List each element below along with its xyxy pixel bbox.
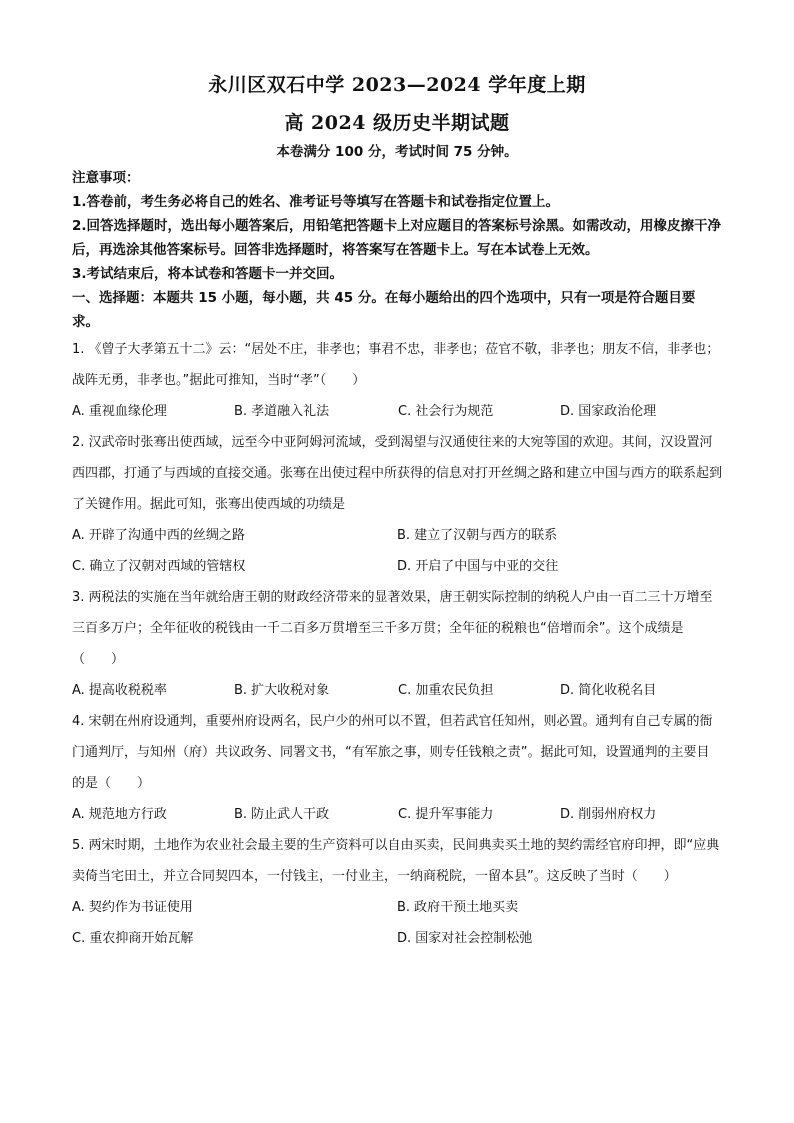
note-item-1: 1.答卷前，考生务必将自己的姓名、准考证号等填写在答题卡和试卷指定位置上。	[72, 194, 560, 210]
option-d: D. 简化收税名目	[560, 683, 657, 698]
note-item-3: 3.考试结束后，将本试卷和答题卡一并交回。	[72, 266, 344, 282]
option-c: C. 社会行为规范	[398, 404, 494, 419]
option-a: A. 契约作为书证使用	[72, 900, 193, 915]
option-b: B. 政府干预土地买卖	[397, 900, 519, 915]
option-list	[72, 892, 722, 954]
option-a: A. 提高收税税率	[72, 683, 167, 698]
question-3	[72, 582, 722, 706]
option-c: C. 确立了汉朝对西域的管辖权	[72, 559, 246, 574]
exam-title-line2: 高 2024 级历史半期试题	[284, 112, 510, 134]
note-item-2: 2.回答选择题时，选出每小题答案后，用铅笔把答题卡上对应题目的答案标号涂黑。如需改动，用橡皮擦干净后，再选涂其他答案标号。回答非选择题时，将答案写在答题卡上。写在本试卷上无效。	[72, 218, 722, 258]
question-stem: 2. 汉武帝时张骞出使西域，远至今中亚阿姆河流域，受到渴望与汉通使往来的大宛等国的欢迎。其间，汉设置河西四郡，打通了与西域的直接交通。张骞在出使过程中所获得的信息对打开丝绸之路和建立中国与西方的联系起到了关键作用。据此可知，张骞出使西域的功绩是	[72, 435, 723, 512]
option-d: D. 削弱州府权力	[560, 807, 657, 822]
option-c: C. 重农抑商开始瓦解	[72, 931, 194, 946]
option-b: B. 扩大收税对象	[234, 683, 330, 698]
option-a: A. 规范地方行政	[72, 807, 167, 822]
option-d: D. 国家对社会控制松弛	[397, 931, 533, 946]
exam-title-line1: 永川区双石中学 2023—2024 学年度上期	[208, 74, 586, 96]
exam-subtitle: 本卷满分 100 分，考试时间 75 分钟。	[276, 144, 518, 160]
question-stem: 1. 《曾子大孝第五十二》云：“居处不庄，非孝也；事君不忠，非孝也；莅官不敬，非孝也；朋友不信，非孝也；战阵无勇，非孝也。”据此可推知，当时“孝”（ ）	[72, 342, 720, 388]
option-list	[72, 520, 722, 582]
option-a: A. 重视血缘伦理	[72, 404, 167, 419]
option-c: C. 提升军事能力	[398, 807, 494, 822]
question-stem: 5. 两宋时期，土地作为农业社会最主要的生产资料可以自由买卖，民间典卖买土地的契约需经官府印押，即“应典卖倚当宅田土，并立合同契四本，一付钱主，一付业主，一纳商税院，一留本县”。这反映了当时（ ）	[72, 838, 720, 884]
option-list	[72, 396, 722, 427]
option-b: B. 建立了汉朝与西方的联系	[397, 528, 558, 543]
option-c: C. 加重农民负担	[398, 683, 494, 698]
option-d: D. 国家政治伦理	[560, 404, 657, 419]
question-5	[72, 830, 722, 954]
option-a: A. 开辟了沟通中西的丝绸之路	[72, 528, 245, 543]
section-heading: 一、选择题：本题共 15 小题，每小题，共 45 分。在每小题给出的四个选项中，只有一项是符合题目要求。	[72, 290, 696, 330]
notes-block	[72, 166, 722, 286]
question-4	[72, 706, 722, 830]
notes-heading: 注意事项：	[72, 170, 140, 186]
option-b: B. 防止武人干政	[234, 807, 330, 822]
option-list	[72, 675, 722, 706]
question-1	[72, 334, 722, 427]
option-d: D. 开启了中国与中亚的交往	[397, 559, 559, 574]
option-b: B. 孝道融入礼法	[234, 404, 330, 419]
question-stem: 4. 宋朝在州府设通判，重要州府设两名，民户少的州可以不置，但若武官任知州，则必置。通判有自己专属的衙门通判厅，与知州（府）共议政务、同署文书，“有军旅之事，则专任钱粮之责”。据此可知，设置通判的主要目的是（ ）	[72, 714, 713, 791]
question-2	[72, 427, 722, 582]
question-stem: 3. 两税法的实施在当年就给唐王朝的财政经济带来的显著效果，唐王朝实际控制的纳税人户由一百二三十万增至三百多万户；全年征收的税钱由一千二百多万贯增至三千多万贯；全年征的税粮也“倍增而余”。这个成绩是（ ）	[72, 590, 713, 667]
option-list	[72, 799, 722, 830]
